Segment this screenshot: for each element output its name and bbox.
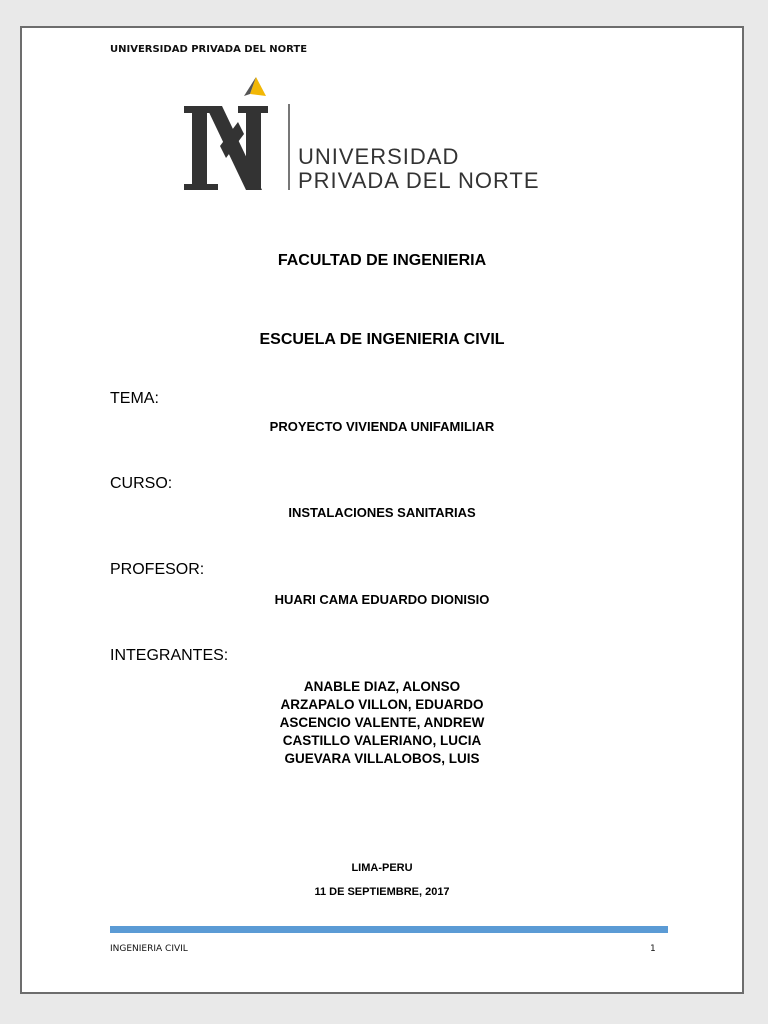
page-number: 1: [650, 944, 656, 954]
profesor-label: PROFESOR:: [110, 561, 205, 578]
school-title: ESCUELA DE INGENIERIA CIVIL: [259, 331, 505, 348]
curso-value: INSTALACIONES SANITARIAS: [288, 505, 476, 520]
curso-label: CURSO:: [110, 475, 173, 492]
place-text: LIMA-PERU: [351, 862, 413, 874]
tema-value: PROYECTO VIVIENDA UNIFAMILIAR: [269, 419, 495, 434]
member-name: CASTILLO VALERIANO, LUCIA: [282, 733, 482, 748]
members-list: [22, 678, 742, 768]
logo-line1: UNIVERSIDAD: [298, 144, 460, 169]
member-name: ASCENCIO VALENTE, ANDREW: [279, 715, 485, 730]
document-page: [20, 26, 744, 994]
logo-line2: PRIVADA DEL NORTE: [298, 168, 540, 193]
logo-mark-icon: [180, 74, 590, 200]
member-name: ANABLE DIAZ, ALONSO: [303, 679, 461, 694]
footer-label: INGENIERIA CIVIL: [110, 944, 188, 954]
university-logo: [180, 74, 590, 200]
tema-label: TEMA:: [110, 390, 159, 407]
header-institution: UNIVERSIDAD PRIVADA DEL NORTE: [110, 44, 308, 55]
integrantes-label: INTEGRANTES:: [110, 647, 229, 664]
date-text: 11 DE SEPTIEMBRE, 2017: [314, 886, 450, 898]
member-name: GUEVARA VILLALOBOS, LUIS: [284, 751, 480, 766]
member-name: ARZAPALO VILLON, EDUARDO: [280, 697, 484, 712]
footer-bar: [110, 926, 668, 933]
profesor-value: HUARI CAMA EDUARDO DIONISIO: [274, 592, 490, 607]
faculty-title: FACULTAD DE INGENIERIA: [277, 252, 487, 269]
